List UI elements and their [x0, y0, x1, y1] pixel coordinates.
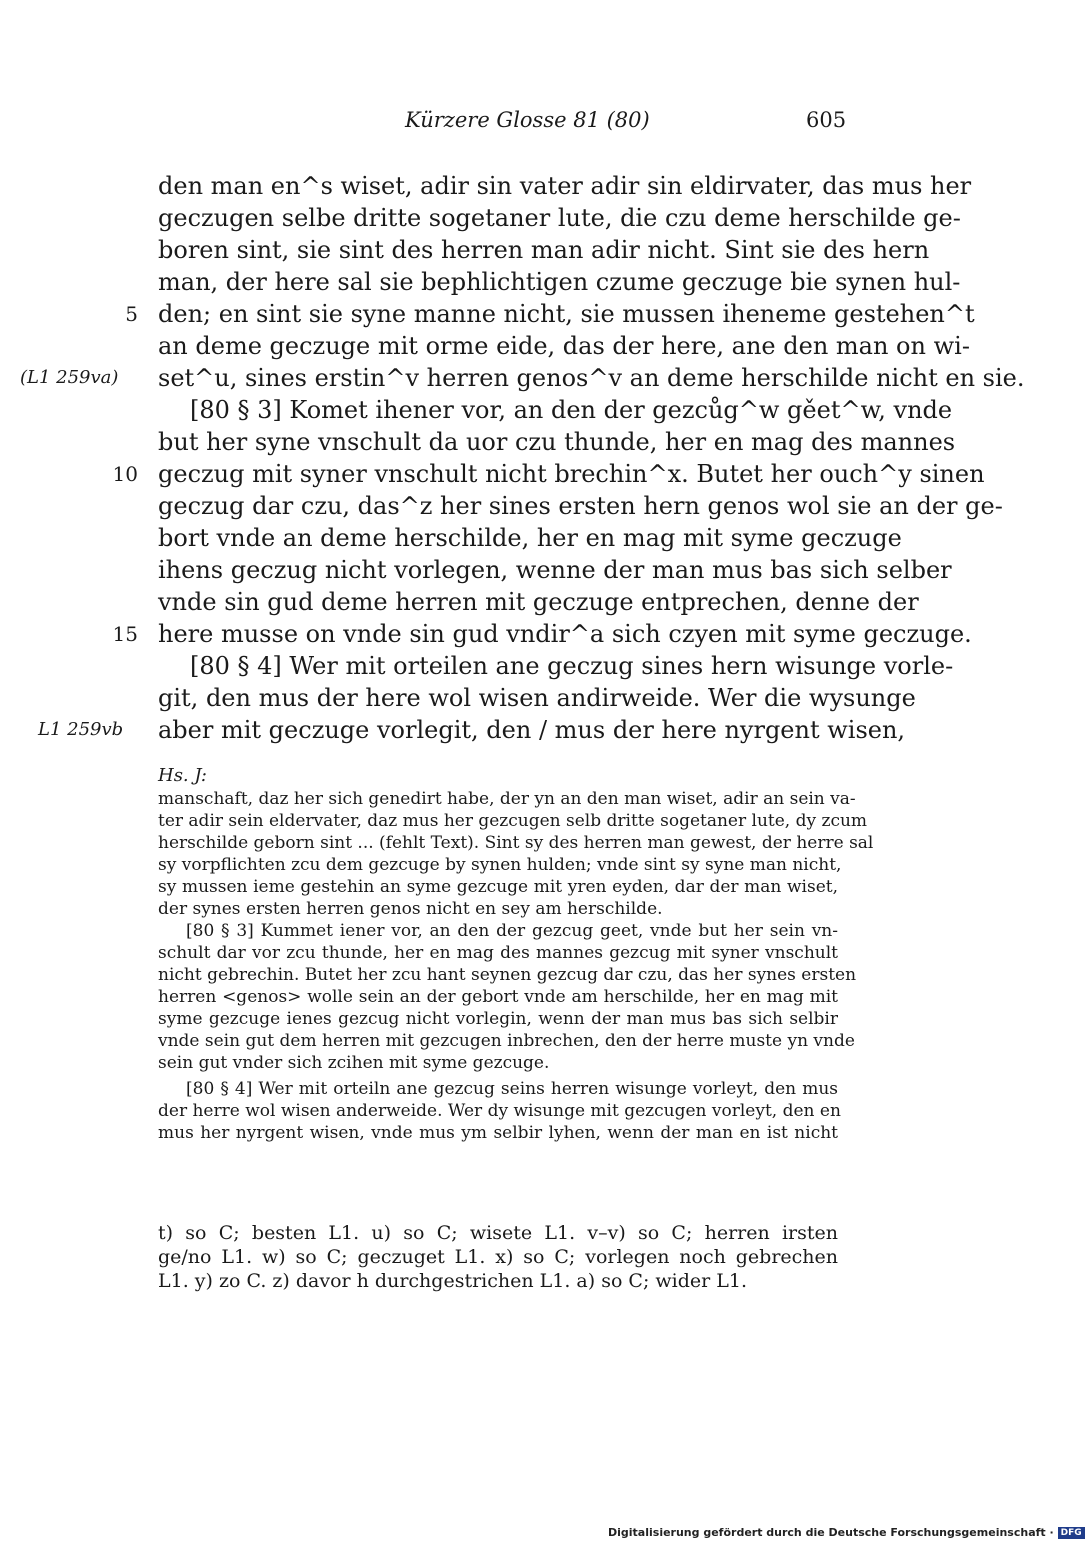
main-text-line: den; en sint sie syne manne nicht, sie mussen iheneme gestehen^t: [158, 300, 975, 328]
main-text-line: ihens geczug nicht vorlegen, wenne der man mus bas sich selber: [158, 556, 952, 584]
line-number: 15: [112, 622, 138, 646]
apparatus-line: sy vorpflichten zcu dem gezcuge by synen hulden; vnde sint sy syne man nicht,: [158, 855, 842, 875]
page-number: 605: [806, 108, 847, 132]
main-text-line: geczugen selbe dritte sogetaner lute, die czu deme herschilde ge-: [158, 204, 961, 232]
apparatus-line: nicht gebrechin. Butet her zcu hant seynen gezcug dar czu, das her synes ersten: [158, 965, 857, 985]
margin-folio-note: L1 259vb: [38, 719, 124, 740]
footnote-line: t) so C; besten L1. u) so C; wisete L1. v–v) so C; herren irsten: [158, 1222, 838, 1244]
main-text-line: geczug dar czu, das^z her sines ersten hern genos wol sie an der ge-: [158, 492, 1003, 520]
apparatus-line: der synes ersten herren genos nicht en sey am herschilde.: [158, 899, 663, 919]
credit-text: Digitalisierung gefördert durch die Deutsche Forschungsgemeinschaft ·: [608, 1526, 1054, 1539]
apparatus-line: syme gezcuge ienes gezcug nicht vorlegin, wenn der man mus bas sich selbir: [158, 1009, 838, 1029]
main-text-line: den man en^s wiset, adir sin vater adir sin eldirvater, das mus her: [158, 172, 972, 200]
page-header-title: Kürzere Glosse 81 (80): [405, 108, 650, 132]
footnote-line: L1. y) zo C. z) davor h durchgestrichen L1. a) so C; wider L1.: [158, 1270, 748, 1292]
apparatus-line: vnde sein gut dem herren mit gezcugen inbrechen, den der herre muste yn vnde: [158, 1031, 855, 1051]
main-text-line: [80 § 3] Komet ihener vor, an den der gezcůg^w gěet^w, vnde: [190, 396, 953, 424]
main-text-line: but her syne vnschult da uor czu thunde, her en mag des mannes: [158, 428, 956, 456]
main-text-line: [80 § 4] Wer mit orteilen ane geczug sines hern wisunge vorle-: [190, 652, 954, 680]
apparatus-line: herschilde geborn sint ... (fehlt Text). Sint sy des herren man gewest, der herre sal: [158, 833, 874, 853]
apparatus-line: manschaft, daz her sich genedirt habe, der yn an den man wiset, adir an sein va-: [158, 789, 856, 809]
main-text-line: aber mit geczuge vorlegit, den / mus der here nyrgent wisen,: [158, 716, 906, 744]
main-text-line: man, der here sal sie bephlichtigen czume geczuge bie synen hul-: [158, 268, 961, 296]
apparatus-line: herren <genos> wolle sein an der gebort vnde am herschilde, her en mag mit: [158, 987, 838, 1007]
digitization-credit: [608, 1526, 1085, 1539]
main-text-line: vnde sin gud deme herren mit geczuge entprechen, denne der: [158, 588, 919, 616]
main-text-line: set^u, sines erstin^v herren genos^v an deme herschilde nicht en sie.: [158, 364, 1025, 392]
main-text-line: geczug mit syner vnschult nicht brechin^x. Butet her ouch^y sinen: [158, 460, 985, 488]
line-number: 10: [112, 462, 138, 486]
main-text-line: bort vnde an deme herschilde, her en mag mit syme geczuge: [158, 524, 902, 552]
apparatus-line: der herre wol wisen anderweide. Wer dy wisunge mit gezcugen vorleyt, den en: [158, 1101, 841, 1121]
margin-folio-note: (L1 259va): [20, 367, 119, 388]
main-text-line: git, den mus der here wol wisen andirweide. Wer die wysunge: [158, 684, 916, 712]
apparatus-label: Hs. J:: [158, 765, 207, 786]
main-text-line: an deme geczuge mit orme eide, das der here, ane den man on wi-: [158, 332, 970, 360]
apparatus-line: [80 § 4] Wer mit orteiln ane gezcug seins herren wisunge vorleyt, den mus: [186, 1079, 838, 1099]
footnote-line: ge/no L1. w) so C; geczuget L1. x) so C; vorlegen noch gebrechen: [158, 1246, 838, 1268]
apparatus-line: sein gut vnder sich zcihen mit syme gezcuge.: [158, 1053, 550, 1073]
apparatus-line: sy mussen ieme gestehin an syme gezcuge mit yren eyden, dar der man wiset,: [158, 877, 838, 897]
apparatus-line: ter adir sein eldervater, daz mus her gezcugen selb dritte sogetaner lute, dy zcum: [158, 811, 868, 831]
apparatus-line: schult dar vor zcu thunde, her en mag des mannes gezcug mit syner vnschult: [158, 943, 838, 963]
line-number: 5: [125, 302, 138, 326]
dfg-logo-icon: DFG: [1058, 1527, 1085, 1539]
main-text-line: here musse on vnde sin gud vndir^a sich czyen mit syme geczuge.: [158, 620, 972, 648]
apparatus-line: [80 § 3] Kummet iener vor, an den der gezcug geet, vnde but her sein vn-: [186, 921, 838, 941]
main-text-line: boren sint, sie sint des herren man adir nicht. Sint sie des hern: [158, 236, 930, 264]
apparatus-line: mus her nyrgent wisen, vnde mus ym selbir lyhen, wenn der man en ist nicht: [158, 1123, 838, 1143]
